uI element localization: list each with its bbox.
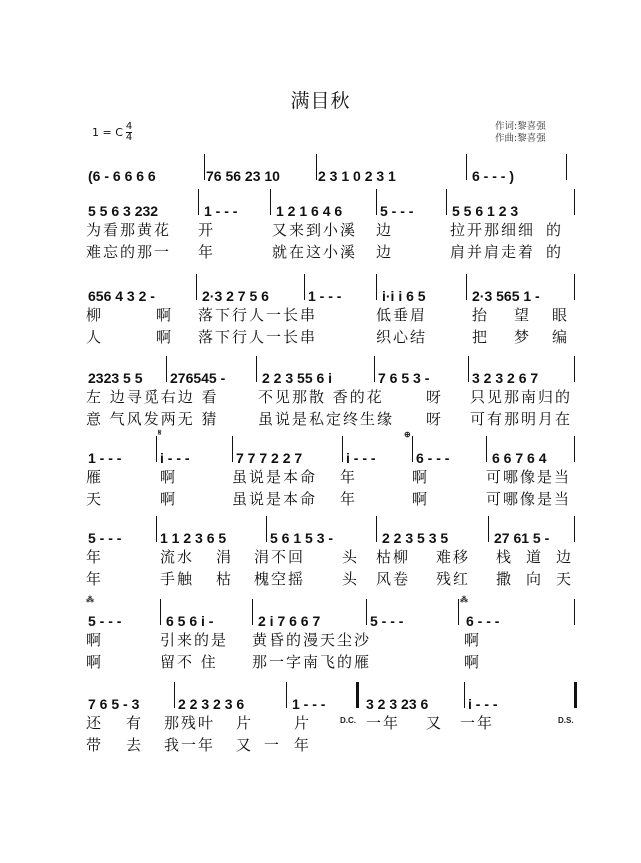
lyric-fragment: 天 [86,490,104,508]
lyric-fragment: 抬 [472,306,490,324]
bar-line [256,356,257,382]
bar-line [366,599,367,625]
lyric-fragment: 年 [294,736,312,754]
key-signature [92,122,132,143]
bar-line [270,189,271,215]
bar-line [376,516,377,542]
score-row [86,522,572,590]
lyric-fragment: 为看那黄花 [86,221,172,239]
song-title: 满目秋 [290,90,351,112]
lyric-fragment: 年 [340,468,358,486]
lyric-fragment: 边 [376,243,394,261]
bar-line [574,356,575,382]
score-mark: ⁂ [460,595,468,604]
notation-line [86,160,572,184]
score-row [86,280,572,348]
measure: 2 i 7 6 6 7 [258,613,321,629]
bar-line [376,189,377,215]
measure: i - - - [346,450,376,466]
lyrics-verse-2 [86,408,572,430]
bar-line [574,599,575,625]
measure: 2·3 565 1 - [472,288,540,304]
measure: 3 2 3 2 6 7 [472,370,539,386]
bar-line [376,274,377,300]
measure: 2323 5 5 [88,370,143,386]
score-mark: 𝄋 [158,428,162,437]
lyric-fragment: 的 [546,243,564,261]
measure: 1 - - - [292,696,326,712]
measure: 6 6 7 6 4 [492,450,547,466]
lyric-fragment: 人 [86,328,104,346]
lyric-fragment: 留不 住 [160,653,218,671]
bar-line [266,516,267,542]
bar-line [458,599,459,625]
measure: 5 - - - [88,613,122,629]
bar-line [316,154,317,180]
lyric-fragment: 流水 [160,548,195,566]
lyric-fragment: 啊 [156,328,174,346]
lyric-fragment: 那一字南飞的雁 [252,653,372,671]
lyric-fragment: 带 [86,736,104,754]
lyric-fragment: 边 [376,221,394,239]
lyrics-verse-1 [86,629,572,651]
measure: 1 1 2 3 6 5 [160,530,227,546]
bar-line [160,599,161,625]
lyric-fragment: 啊 [464,653,482,671]
lyric-fragment: 残红 [436,570,471,588]
notation-line [86,428,572,466]
lyric-fragment: 去 [126,736,144,754]
lyric-fragment: 雁 [86,468,104,486]
lyric-fragment: 还 [86,714,104,732]
measure: i·i i 6 5 [382,288,426,304]
lyric-fragment: 啊 [156,306,174,324]
lyric-fragment: 一年 [366,714,401,732]
bar-line [566,154,567,180]
lyric-fragment: 那残叶 [164,714,216,732]
measure: 1 - - - [88,450,122,466]
measure: 2 2 3 55 6 i [262,370,333,386]
bar-line [466,274,467,300]
lyric-fragment: 啊 [86,653,104,671]
lyric-fragment: 边 [556,548,574,566]
bar-line [204,154,205,180]
lyric-fragment: 可有那明月在 [470,410,573,428]
lyric-fragment: 年 [86,570,104,588]
bar-line [574,274,575,300]
lyric-fragment: 落下行人一长串 [198,306,318,324]
time-bottom: 4 [125,132,133,143]
lyrics-verse-2 [86,488,572,510]
time-signature [126,122,132,143]
notation-line [86,522,572,546]
score-mark: ⊕ [404,430,411,439]
measure: 3 2 3 23 6 [366,696,429,712]
bar-line [574,436,575,462]
measure: 2·3 2 7 5 6 [202,288,269,304]
lyric-fragment: 枯柳 [376,548,411,566]
lyric-fragment: 啊 [160,468,178,486]
lyrics-verse-2 [86,734,572,756]
bar-line [356,682,359,708]
bar-line [174,682,175,708]
measure: 6 5 6 i - [166,613,214,629]
lyrics-verse-1 [86,386,572,408]
lyric-fragment: 有 [126,714,144,732]
measure: i - - - [160,450,190,466]
measure: 27 61 5 - [494,530,550,546]
score-mark: D.C. [340,716,356,725]
lyric-fragment: 左 边寻觅右边 看 [86,388,219,406]
measure: 1 2 1 6 4 6 [276,203,343,219]
measure: 5 5 6 1 2 3 [452,203,519,219]
lyric-fragment: 啊 [86,631,104,649]
notation-line [86,195,572,219]
lyric-fragment: 的 [546,221,564,239]
lyric-fragment: 年 [340,490,358,508]
bar-line [252,599,253,625]
lyric-fragment: 黄昏的漫天尘沙 [252,631,372,649]
lyrics-verse-2 [86,568,572,590]
bar-line [574,189,575,215]
bar-line [464,682,465,708]
bar-line [286,682,287,708]
lyric-fragment: 片 [236,714,254,732]
lyric-fragment: 一 [264,736,282,754]
lyric-fragment: 虽说是本命 [232,490,318,508]
bar-line [574,682,577,708]
lyric-fragment: 只见那南归的 [470,388,573,406]
notation-line [86,595,572,629]
score-row [86,195,572,263]
measure: 7 6 5 - 3 [88,696,140,712]
lyric-fragment: 梦 [514,328,532,346]
lyrics-verse-1 [86,304,572,326]
bar-line [156,436,157,462]
measure: 656 4 3 2 - [88,288,155,304]
lyric-fragment: 意 气风发两无 猜 [86,410,219,428]
notation-line [86,362,572,386]
lyric-fragment: 难忘的那一 [86,243,172,261]
measure: 2 2 3 2 3 6 [178,696,245,712]
measure: 276545 - [170,370,226,386]
lyric-fragment: 引来的是 [160,631,229,649]
measure: 1 - - - [204,203,238,219]
bar-line [488,516,489,542]
score-row [86,362,572,430]
bar-line [166,356,167,382]
lyric-fragment: 可哪像是当 [486,490,572,508]
lyric-fragment: 啊 [412,468,430,486]
lyric-fragment: 又来到小溪 [272,221,358,239]
lyric-fragment: 头 [342,570,360,588]
lyric-fragment: 拉开那细细 [450,221,536,239]
bar-line [156,516,157,542]
time-top: 4 [125,121,133,132]
lyric-fragment: 撒 [496,570,514,588]
lyric-fragment: 风卷 [376,570,411,588]
measure: 5 - - - [380,203,414,219]
score-row [86,428,572,510]
bar-line [374,356,375,382]
lyric-fragment: 枯 [216,570,234,588]
measure: 76 56 23 10 [206,168,280,184]
composer: 作曲:黎喜强 [495,133,546,144]
lyric-fragment: 啊 [412,490,430,508]
bar-line [196,274,197,300]
lyrics-verse-2 [86,241,572,263]
lyric-fragment: 年 [86,548,104,566]
score-row [86,160,572,184]
measure: 5 - - - [88,530,122,546]
bar-line [466,154,467,180]
measure: 7 6 5 3 - [378,370,430,386]
bar-line [232,436,233,462]
score-row [86,688,572,756]
lyric-fragment: 望 [514,306,532,324]
key-label: 1 = C [92,126,123,139]
lyric-fragment: 手触 [160,570,195,588]
score-row [86,595,572,673]
measure: (6 - 6 6 6 6 [88,168,156,184]
lyric-fragment: 肩并肩走着 [450,243,536,261]
lyric-fragment: 编 [552,328,570,346]
lyric-fragment: 又 [236,736,254,754]
lyric-fragment: 一年 [460,714,495,732]
lyric-fragment: 天 [556,570,574,588]
measure: 5 - - - [370,613,404,629]
lyric-fragment: 开 [198,221,216,239]
lyrics-verse-1 [86,219,572,241]
lyric-fragment: 年 [198,243,216,261]
bar-line [198,189,199,215]
lyric-fragment: 头 [342,548,360,566]
lyrics-verse-2 [86,326,572,348]
lyric-fragment: 就在这小溪 [272,243,358,261]
lyric-fragment: 我一年 [164,736,216,754]
measure: 7 7 7 2 2 7 [236,450,303,466]
lyric-fragment: 涓不回 [254,548,306,566]
lyric-fragment: 涓 [216,548,234,566]
lyric-fragment: 呀 [426,388,444,406]
measure: 2 3 1 0 2 3 1 [318,168,396,184]
measure: 1 - - - [308,288,342,304]
measure: 5 5 6 3 232 [88,203,159,219]
lyric-fragment: 把 [472,328,490,346]
bar-line [468,356,469,382]
lyric-fragment: 低垂眉 [376,306,428,324]
notation-line [86,280,572,304]
lyrics-verse-1 [86,712,572,734]
lyric-fragment: 向 [526,570,544,588]
lyric-fragment: 虽说是本命 [232,468,318,486]
lyric-fragment: 眼 [552,306,570,324]
bar-line [412,436,413,462]
lyric-fragment: 难移 [436,548,471,566]
lyricist: 作词:黎喜强 [495,121,546,132]
lyric-fragment: 虽说是私定终生缘 [258,410,395,428]
bar-line [446,189,447,215]
lyric-fragment: 不见那散 香的花 [258,388,384,406]
lyric-fragment: 栈 [496,548,514,566]
score-mark: D.S. [558,716,574,725]
lyrics-verse-1 [86,466,572,488]
lyric-fragment: 织心结 [376,328,428,346]
lyric-fragment: 柳 [86,306,104,324]
lyric-fragment: 又 [426,714,444,732]
lyrics-verse-1 [86,546,572,568]
measure: 6 - - - [466,613,500,629]
lyric-fragment: 落下行人一长串 [198,328,318,346]
lyric-fragment: 啊 [464,631,482,649]
lyric-fragment: 可哪像是当 [486,468,572,486]
lyric-fragment: 道 [526,548,544,566]
measure: 6 - - - ) [472,168,514,184]
lyric-fragment: 呀 [426,410,444,428]
measure: i - - - [468,696,498,712]
bar-line [304,274,305,300]
measure: 5 6 1 5 3 - [270,530,334,546]
measure: 6 - - - [416,450,450,466]
bar-line [486,436,487,462]
lyric-fragment: 啊 [160,490,178,508]
credits [495,121,546,145]
measure: 2 2 3 5 3 5 [382,530,449,546]
bar-line [574,516,575,542]
bar-line [342,436,343,462]
lyric-fragment: 槐空摇 [254,570,306,588]
score-mark: ⁂ [86,595,94,604]
lyric-fragment: 片 [294,714,312,732]
lyrics-verse-2 [86,651,572,673]
